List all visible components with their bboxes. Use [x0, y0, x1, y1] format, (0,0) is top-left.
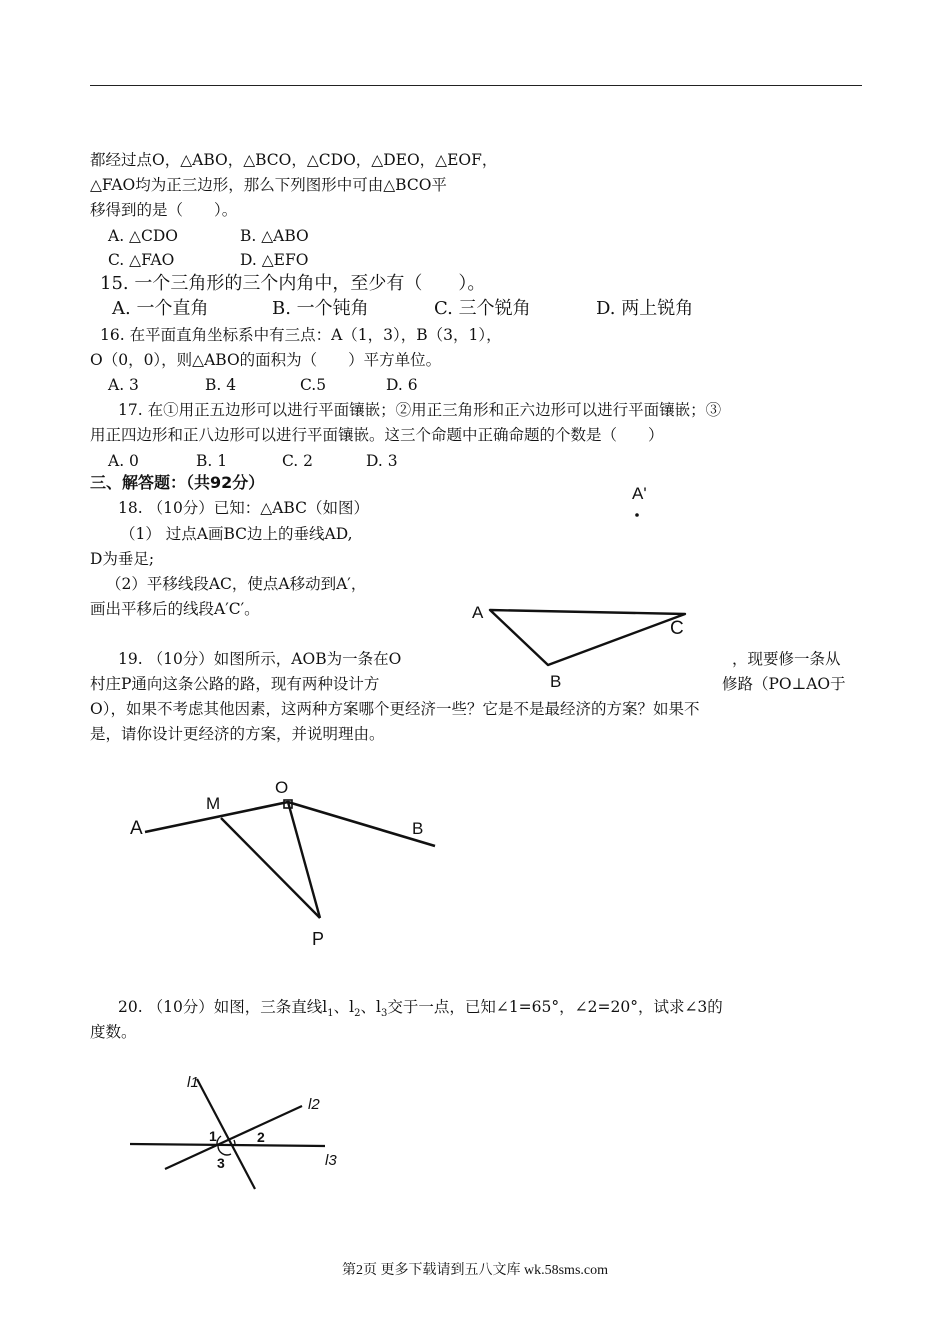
q16-option-b: B. 4 — [205, 376, 237, 394]
q20-line1: 20. （10分）如图，三条直线$l_1$、$l_2$、$l_3$交于一点，已知∠1=65°，∠2=20°，试求∠3的 — [118, 998, 723, 1020]
label-p: P — [312, 929, 325, 949]
label-angle-3: 3 — [217, 1155, 225, 1171]
q16-option-c: C.5 — [300, 376, 327, 394]
q15-option-b: B. 一个钝角 — [272, 298, 369, 319]
q14-line3: 移得到的是（ ）。 — [90, 201, 238, 219]
label-o: O — [275, 778, 289, 797]
q20-line2: 度数。 — [90, 1023, 137, 1041]
q19-line1a: 19. （10分）如图所示，AOB为一条在O — [118, 650, 402, 668]
q18-line5: 画出平移后的线段A′C′。 — [90, 600, 260, 618]
label-l2: l2 — [308, 1096, 320, 1113]
q15-option-a: A. 一个直角 — [112, 298, 209, 319]
label-a: A — [130, 818, 143, 839]
q18-line2: （1） 过点A画BC边上的垂线AD, — [120, 525, 353, 543]
q17-option-b: B. 1 — [196, 452, 228, 470]
label-b: B — [412, 819, 424, 838]
q15-option-d: D. 两上锐角 — [596, 298, 694, 319]
q14-line2: △FAO均为正三边形，那么下列图形中可由△BCO平 — [90, 176, 447, 194]
q16-option-d: D. 6 — [386, 376, 418, 394]
q16-line1: 16. 在平面直角坐标系中有三点：A（1，3），B（3，1）， — [100, 326, 502, 344]
q19-line3: O），如果不考虑其他因素，这两种方案哪个更经济一些？它是不是最经济的方案？如果不 — [90, 700, 700, 718]
label-angle-1: 1 — [209, 1128, 217, 1144]
label-b: B — [550, 672, 562, 690]
q17-line2: 用正四边形和正八边形可以进行平面镶嵌。这三个命题中正确命题的个数是（ ） — [90, 426, 664, 444]
label-a: A — [472, 603, 484, 622]
q18-line4: （2）平移线段AC，使点A移动到A′， — [106, 575, 367, 593]
q17-line1: 17. 在①用正五边形可以进行平面镶嵌；②用正三角形和正六边形可以进行平面镶嵌；③ — [118, 401, 722, 419]
q19-line1b: ，现要修一条从 — [732, 650, 841, 668]
q16-option-a: A. 3 — [108, 376, 139, 394]
line-l2 — [165, 1106, 302, 1169]
label-a-prime: A' — [632, 484, 647, 503]
q17-option-a: A. 0 — [108, 452, 139, 470]
q19-line2b: 修路（PO⊥AO于 — [722, 675, 846, 693]
q16-line2: O（0，0），则△ABO的面积为（ ）平方单位。 — [90, 351, 442, 369]
angle-arc-3 — [218, 1146, 231, 1155]
line-l1 — [197, 1079, 255, 1189]
q19-line2a: 村庄P通向这条公路的路，现有两种设计方 — [90, 675, 380, 693]
q17-option-d: D. 3 — [366, 452, 398, 470]
section-heading: 三、解答题：（共92分） — [90, 473, 265, 492]
page-footer: 第2页 更多下载请到五八文库 wk.58sms.com — [342, 1263, 608, 1278]
q14-option-c: C. △FAO — [108, 251, 175, 269]
label-c: C — [670, 618, 684, 639]
q15-option-c: C. 三个锐角 — [434, 298, 531, 319]
q19-line4: 是，请你设计更经济的方案，并说明理由。 — [90, 725, 385, 743]
triangle-abc — [490, 610, 685, 665]
label-l3: l3 — [325, 1152, 337, 1169]
q14-option-a: A. △CDO — [108, 227, 178, 245]
q20-lines-figure — [125, 1065, 360, 1195]
q15-stem: 15. 一个三角形的三个内角中，至少有（ ）。 — [100, 273, 486, 294]
q14-option-d: D. △EFO — [240, 251, 309, 269]
q17-option-c: C. 2 — [282, 452, 314, 470]
q18-line3: D为垂足; — [90, 550, 155, 568]
q18-line1: 18. （10分）已知：△ABC（如图） — [118, 499, 369, 517]
q14-option-b: B. △ABO — [240, 227, 309, 245]
point-a-prime — [635, 513, 639, 517]
q14-line1: 都经过点O，△ABO，△BCO，△CDO，△DEO，△EOF， — [90, 151, 498, 169]
q19-road-figure — [120, 770, 450, 955]
label-angle-2: 2 — [257, 1129, 265, 1145]
line-l3 — [130, 1144, 325, 1146]
label-m: M — [206, 794, 221, 813]
header-rule — [90, 85, 862, 86]
label-l1: l1 — [187, 1074, 199, 1091]
q18-triangle-figure — [460, 475, 710, 690]
